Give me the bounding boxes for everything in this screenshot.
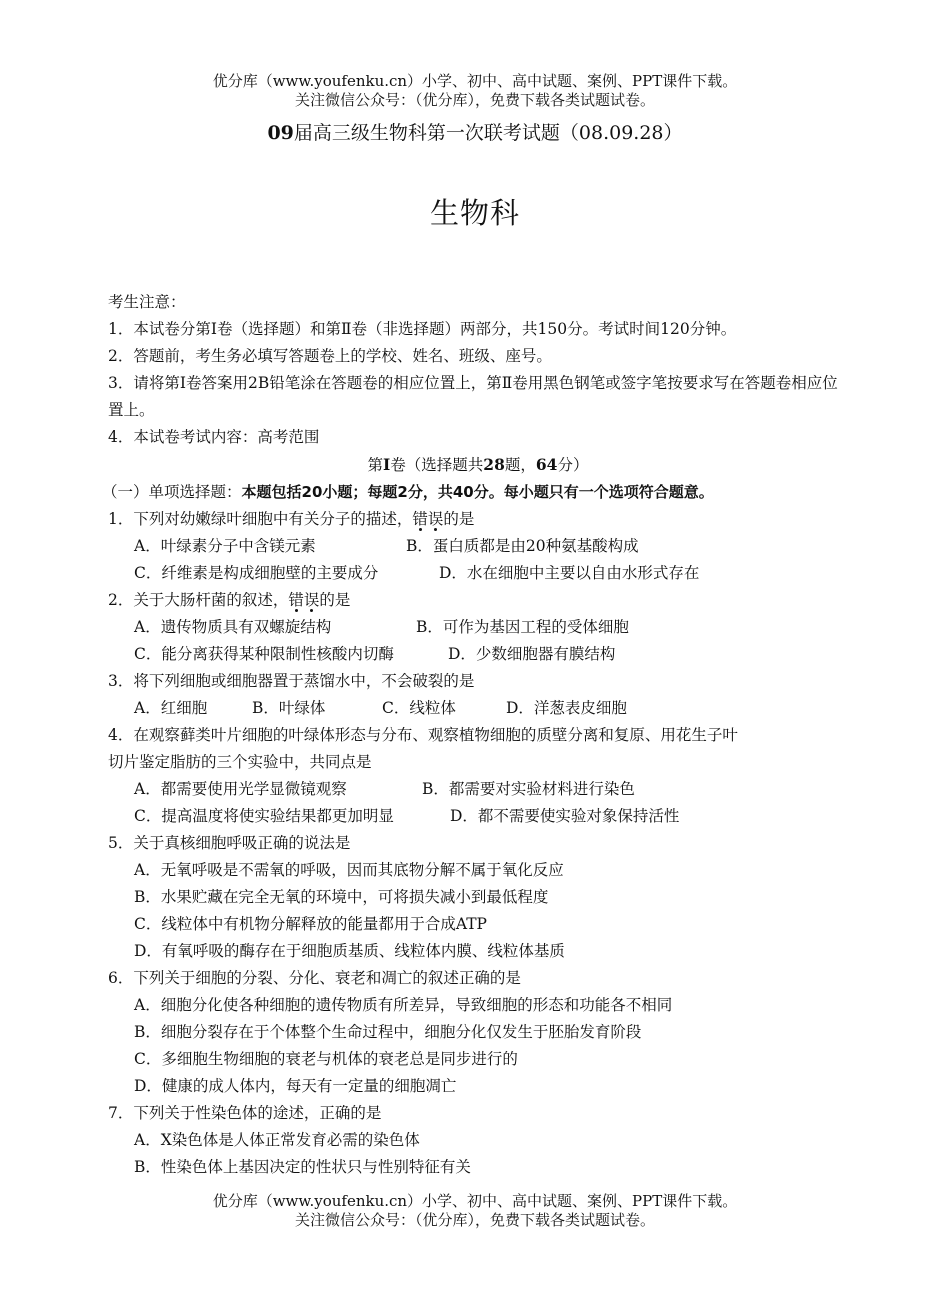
q3-option-a: A．红细胞: [134, 699, 208, 717]
q7-option-b: B．性染色体上基因决定的性状只与性别特征有关: [134, 1158, 471, 1176]
q4-option-b: B．都需要对实验材料进行染色: [422, 780, 635, 798]
section-mid: 卷（选择题共: [390, 456, 484, 474]
question-4-stem-line2: 切片鉴定脂肪的三个实验中，共同点是: [108, 753, 372, 771]
q3-option-b: B．叶绿体: [252, 699, 326, 717]
q4-option-c: C．提高温度将使实验结果都更加明显: [134, 807, 394, 825]
q3-option-c: C．线粒体: [382, 699, 456, 717]
notice-item: 1．本试卷分第I卷（选择题）和第Ⅱ卷（非选择题）两部分，共150分。考试时间120分钟。: [108, 320, 737, 338]
question-4-options-cd: [108, 803, 848, 830]
part-prefix: （一）单项选择题：: [102, 483, 242, 501]
q7-option-a: A．X染色体是人体正常发育必需的染色体: [134, 1131, 420, 1149]
section-pre: 第: [367, 456, 384, 474]
title-year: 09: [267, 122, 294, 144]
q1-option-b: B．蛋白质都是由20种氨基酸构成: [406, 537, 639, 555]
q1-option-c: C．纤维素是构成细胞壁的主要成分: [134, 564, 379, 582]
question-6-stem: 6．下列关于细胞的分裂、分化、衰老和凋亡的叙述正确的是: [108, 969, 521, 987]
q2-option-a: A．遗传物质具有双螺旋结构: [134, 618, 332, 636]
footer-wechat-line: 关注微信公众号：（优分库），免费下载各类试题试卷。: [294, 1211, 655, 1229]
exam-title: [0, 118, 950, 145]
question-1-options-ab: [108, 533, 848, 560]
q5-option-c: C．线粒体中有机物分解释放的能量都用于合成ATP: [134, 915, 487, 933]
q3-option-d: D．洋葱表皮细胞: [506, 699, 627, 717]
header-ad-line: 优分库（www.youfenku.cn）小学、初中、高中试题、案例、PPT课件下载。: [212, 72, 738, 90]
question-2-stem: [108, 587, 848, 614]
question-2-options-cd: [108, 641, 848, 668]
q2-emph-char: 错: [288, 591, 304, 609]
section-roman: I: [383, 455, 391, 474]
q5-option-d: D．有氧呼吸的酶存在于细胞质基质、线粒体内膜、线粒体基质: [134, 942, 565, 960]
q6-option-b: B．细胞分裂存在于个体整个生命过程中，细胞分化仅发生于胚胎发育阶段: [134, 1023, 642, 1041]
exam-body: [102, 289, 848, 1181]
subject-heading: 生物科: [429, 196, 520, 230]
notice-heading: 考生注意：: [108, 293, 186, 311]
notice-item: 3．请将第I卷答案用2B铅笔涂在答题卷的相应位置上，第Ⅱ卷用黑色钢笔或签字笔按要求写在答题卷相应位置上。: [108, 374, 838, 419]
part-instruction-text: 本题包括20小题；每题2分，共40分。每小题只有一个选项符合题意。: [241, 483, 714, 501]
question-3-options: [108, 695, 848, 722]
q5-option-b: B．水果贮藏在完全无氧的环境中，可将损失减小到最低程度: [134, 888, 549, 906]
q2-option-d: D．少数细胞器有膜结构: [448, 645, 616, 663]
q4-option-a: A．都需要使用光学显微镜观察: [134, 780, 347, 798]
q2-stem-post: 的是: [319, 591, 351, 609]
q1-option-a: A．叶绿素分子中含镁元素: [134, 537, 316, 555]
question-5-stem: 5．关于真核细胞呼吸正确的说法是: [108, 834, 351, 852]
q2-emph-char: 误: [303, 591, 320, 609]
section-points: 64: [535, 455, 558, 474]
notice-item: 4．本试卷考试内容：高考范围: [108, 428, 320, 446]
section-count: 28: [483, 455, 505, 474]
q2-stem-pre: 2．关于大肠杆菌的叙述，: [108, 591, 289, 609]
section-heading: [108, 451, 848, 479]
notice-item: 2．答题前，考生务必填写答题卷上的学校、姓名、班级、座号。: [108, 347, 552, 365]
title-text: 届高三级生物科第一次联考试题（08.09.28）: [293, 122, 683, 144]
question-3-stem: 3．将下列细胞或细胞器置于蒸馏水中，不会破裂的是: [108, 672, 475, 690]
q6-option-c: C．多细胞生物细胞的衰老与机体的衰老总是同步进行的: [134, 1050, 518, 1068]
header-wechat-line: 关注微信公众号：（优分库），免费下载各类试题试卷。: [294, 91, 655, 109]
q4-option-d: D．都不需要使实验对象保持活性: [450, 807, 680, 825]
footer-ad-line: 优分库（www.youfenku.cn）小学、初中、高中试题、案例、PPT课件下载。: [212, 1192, 738, 1210]
q1-option-d: D．水在细胞中主要以自由水形式存在: [439, 564, 700, 582]
question-1-stem: [108, 506, 848, 533]
section-post: 分）: [557, 456, 589, 474]
q2-option-c: C．能分离获得某种限制性核酸内切酶: [134, 645, 394, 663]
q1-emph-char: 误: [427, 510, 444, 528]
q6-option-a: A．细胞分化使各种细胞的遗传物质有所差异，导致细胞的形态和功能各不相同: [134, 996, 673, 1014]
section-mid2: 题，: [504, 456, 536, 474]
question-1-options-cd: [108, 560, 848, 587]
q1-stem-post: 的是: [443, 510, 475, 528]
q6-option-d: D．健康的成人体内，每天有一定量的细胞凋亡: [134, 1077, 457, 1095]
question-7-stem: 7．下列关于性染色体的途述，正确的是: [108, 1104, 382, 1122]
question-2-options-ab: [108, 614, 848, 641]
part-instruction: [102, 479, 848, 506]
q2-option-b: B．可作为基因工程的受体细胞: [416, 618, 629, 636]
question-4-stem-line1: 4．在观察藓类叶片细胞的叶绿体形态与分布、观察植物细胞的质壁分离和复原、用花生子叶: [108, 726, 738, 744]
q5-option-a: A．无氧呼吸是不需氧的呼吸，因而其底物分解不属于氧化反应: [134, 861, 564, 879]
question-4-options-ab: [108, 776, 848, 803]
q1-emph-char: 错: [412, 510, 428, 528]
q1-stem-pre: 1．下列对幼嫩绿叶细胞中有关分子的描述，: [108, 510, 413, 528]
